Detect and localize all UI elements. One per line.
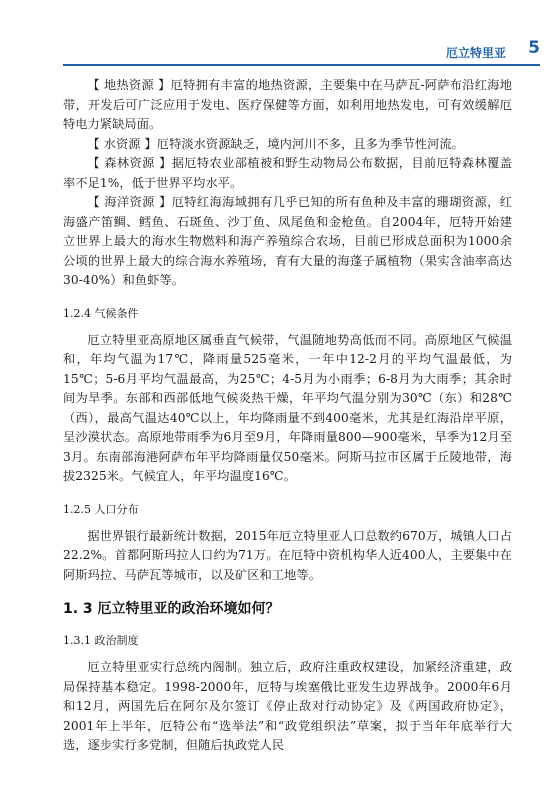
header-rule: [63, 64, 540, 66]
marine-paragraph: 【 海洋资源 】厄特红海海域拥有几乎已知的所有鱼种及丰富的珊瑚资源，红海盛产笛鲷、鳕鱼、石斑鱼、沙丁鱼、凤尾鱼和金枪鱼。自2004年，厄特开始建立世界上最大的海水生物燃料和海产养殖综合农场，目前已形成总面积为1000余公顷的世界上最大的综合海水养殖场，育有大量的海蓬子属植物（果实含油率高达30-40%）和鱼虾等。: [63, 195, 512, 287]
water-paragraph: 【 水资源 】厄特淡水资源缺乏，境内河川不多，且多为季节性河流。: [87, 136, 464, 151]
politics-paragraph: 厄立特里亚实行总统内阁制。独立后，政府注重政权建设，加紧经济重建，政局保持基本稳定。1998-2000年，厄特与埃塞俄比亚发生边界战争。2000年6月和12月，两国先后在阿尔及尔签订《停止敌对行动协定》及《两国政府协定》，2001年上半年，厄特公布“选举法”和“政党组织法”草案，拟于当年年底举行大选，逐步实行多党制，但随后执政党人民: [63, 660, 512, 752]
section-heading: 1. 3 厄立特里亚的政治环境如何？: [63, 601, 280, 617]
geothermal-paragraph: 【 地热资源 】厄特拥有丰富的地热资源，主要集中在马萨瓦-阿萨布沿红海地带，开发后可广泛应用于发电、医疗保健等方面，如利用地热发电，可有效缓解厄特电力紧缺局面。: [63, 78, 512, 131]
forest-paragraph: 【 森林资源 】据厄特农业部植被和野生动物局公布数据，目前厄特森林覆盖率不足1%，低于世界平均水平。: [63, 156, 512, 190]
population-heading: 1.2.5 人口分布: [63, 502, 139, 516]
climate-paragraph: 厄立特里亚高原地区属垂直气候带，气温随地势高低而不同。高原地区气候温和，年均气温为17℃，降雨量525毫米，一年中12-2月的平均气温最低，为15℃；5-6月平均气温最高，为25℃；4-5月为小雨季；6-8月为大雨季；其余时间为旱季。东部和西部低地气候炎热干燥，年平均气温分别为30℃（东）和28℃（西），最高气温达40℃以上，年均降雨量不到400毫米，尤其是红海沿岸平原，呈沙漠状态。高原地带雨季为6月至9月，年降雨量800—900毫米，旱季为12月至3月。东南部海港阿萨布年平均降雨量仅50毫米。阿斯马拉市区属于丘陵地带，海拔2325米。气候宜人，年平均温度16℃。: [63, 332, 512, 483]
politics-heading: 1.3.1 政治制度: [63, 634, 139, 647]
page-number: 5: [528, 38, 540, 58]
population-paragraph: 据世界银行最新统计数据，2015年厄立特里亚人口总数约670万，城镇人口占22.2%。首都阿斯玛拉人口约为71万。在厄特中资机构华人近400人，主要集中在阿斯玛拉、马萨瓦等城市，以及矿区和工地等。: [63, 528, 512, 582]
page-header: [63, 40, 540, 66]
page-content: [63, 76, 512, 756]
running-title: 厄立特里亚: [445, 46, 506, 60]
climate-heading: 1.2.4 气候条件: [63, 306, 139, 320]
